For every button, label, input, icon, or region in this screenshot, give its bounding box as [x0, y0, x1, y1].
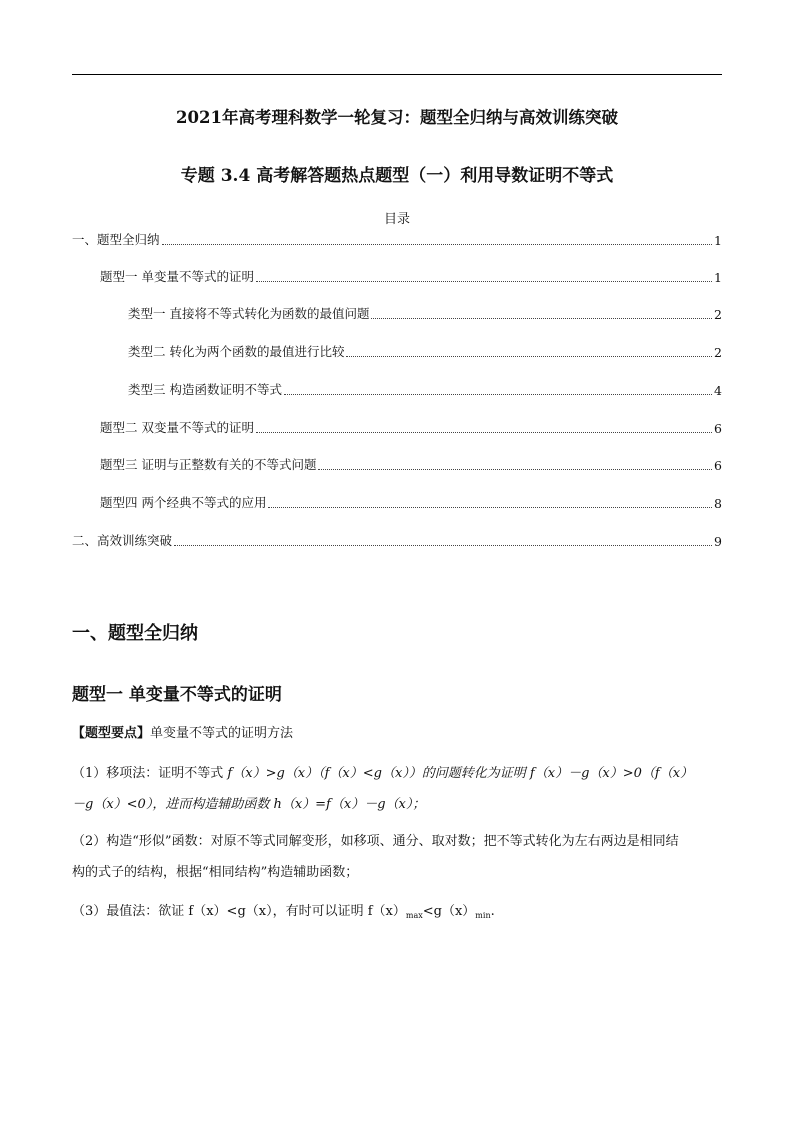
- toc-entry-text: 题型三 证明与正整数有关的不等式问题: [100, 457, 317, 472]
- type-heading: 题型一 单变量不等式的证明: [72, 685, 282, 705]
- toc-entry[interactable]: [100, 269, 722, 285]
- toc-entry-page: 2: [714, 345, 722, 360]
- toc-leader: [174, 545, 712, 546]
- toc-entry[interactable]: [100, 495, 722, 511]
- method-2-line2: 构的式子的结构，根据“相同结构”构造辅助函数；: [72, 865, 359, 880]
- toc-entry-text: 类型三 构造函数证明不等式: [128, 382, 282, 397]
- toc-entry-page: 1: [714, 233, 722, 248]
- method-2: [72, 826, 724, 888]
- toc-entry-page: 6: [714, 458, 722, 473]
- toc-leader: [318, 469, 712, 470]
- method-1-line1: f（x）>g（x）（f（x）<g（x））的问题转化为证明 f（x）－g（x）>0（f（x）: [227, 766, 694, 781]
- toc-entry-page: 6: [714, 421, 722, 436]
- toc-entry[interactable]: [128, 306, 722, 322]
- method-3-text-b: <g（x）: [422, 904, 476, 919]
- section-heading: 一、题型全归纳: [72, 623, 198, 644]
- toc-entry-text: 类型一 直接将不等式转化为函数的最值问题: [128, 306, 370, 321]
- toc-leader: [346, 356, 712, 357]
- method-1-prefix: （1）移项法：证明不等式: [72, 766, 224, 781]
- toc-leader: [162, 244, 713, 245]
- document-subtitle: 专题 3.4 高考解答题热点题型（一）利用导数证明不等式: [180, 166, 614, 186]
- method-3-sub-min: min: [475, 911, 491, 920]
- toc-entry-page: 8: [714, 496, 722, 511]
- toc-heading: 目录: [383, 212, 410, 227]
- toc-entry-page: 9: [714, 534, 722, 549]
- method-1-line2: －g（x）<0），进而构造辅助函数 h（x）=f（x）－g（x）；: [72, 797, 426, 812]
- toc-entry-text: 题型四 两个经典不等式的应用: [100, 495, 267, 510]
- method-3-text-a: （3）最值法：欲证 f（x）<g（x），有时可以证明 f（x）: [72, 904, 406, 919]
- toc-entry-page: 4: [714, 383, 722, 398]
- toc-entry-text: 一、题型全归纳: [72, 232, 160, 247]
- toc-leader: [256, 281, 712, 282]
- key-points-label: 【题型要点】: [72, 726, 151, 741]
- document-title: 2021年高考理科数学一轮复习：题型全归纳与高效训练突破: [176, 108, 618, 127]
- key-points-text: 单变量不等式的证明方法: [150, 726, 294, 741]
- toc-entry[interactable]: [72, 232, 722, 248]
- toc-entry-text: 题型二 双变量不等式的证明: [100, 420, 254, 435]
- toc-entry-page: 2: [714, 307, 722, 322]
- method-3-text-c: .: [490, 904, 495, 919]
- toc-entry-text: 类型二 转化为两个函数的最值进行比较: [128, 344, 345, 359]
- toc-entry-text: 题型一 单变量不等式的证明: [100, 269, 254, 284]
- toc-leader: [284, 394, 712, 395]
- method-2-line1: （2）构造“形似”函数：对原不等式同解变形，如移项、通分、取对数；把不等式转化为左右两边是相同结: [72, 834, 679, 849]
- toc-entry[interactable]: [100, 420, 722, 436]
- header-rule: [72, 74, 722, 75]
- toc-entry[interactable]: [100, 457, 722, 473]
- method-1: [72, 758, 724, 820]
- toc-entry[interactable]: [128, 382, 722, 398]
- toc-leader: [268, 507, 712, 508]
- key-points: [72, 718, 724, 749]
- toc-entry[interactable]: [128, 344, 722, 360]
- toc-entry[interactable]: [72, 533, 722, 549]
- method-3: [72, 896, 724, 931]
- method-3-sub-max: max: [405, 911, 423, 920]
- toc-leader: [256, 432, 712, 433]
- toc-entry-text: 二、高效训练突破: [72, 533, 173, 548]
- toc-entry-page: 1: [714, 270, 722, 285]
- toc-leader: [371, 318, 712, 319]
